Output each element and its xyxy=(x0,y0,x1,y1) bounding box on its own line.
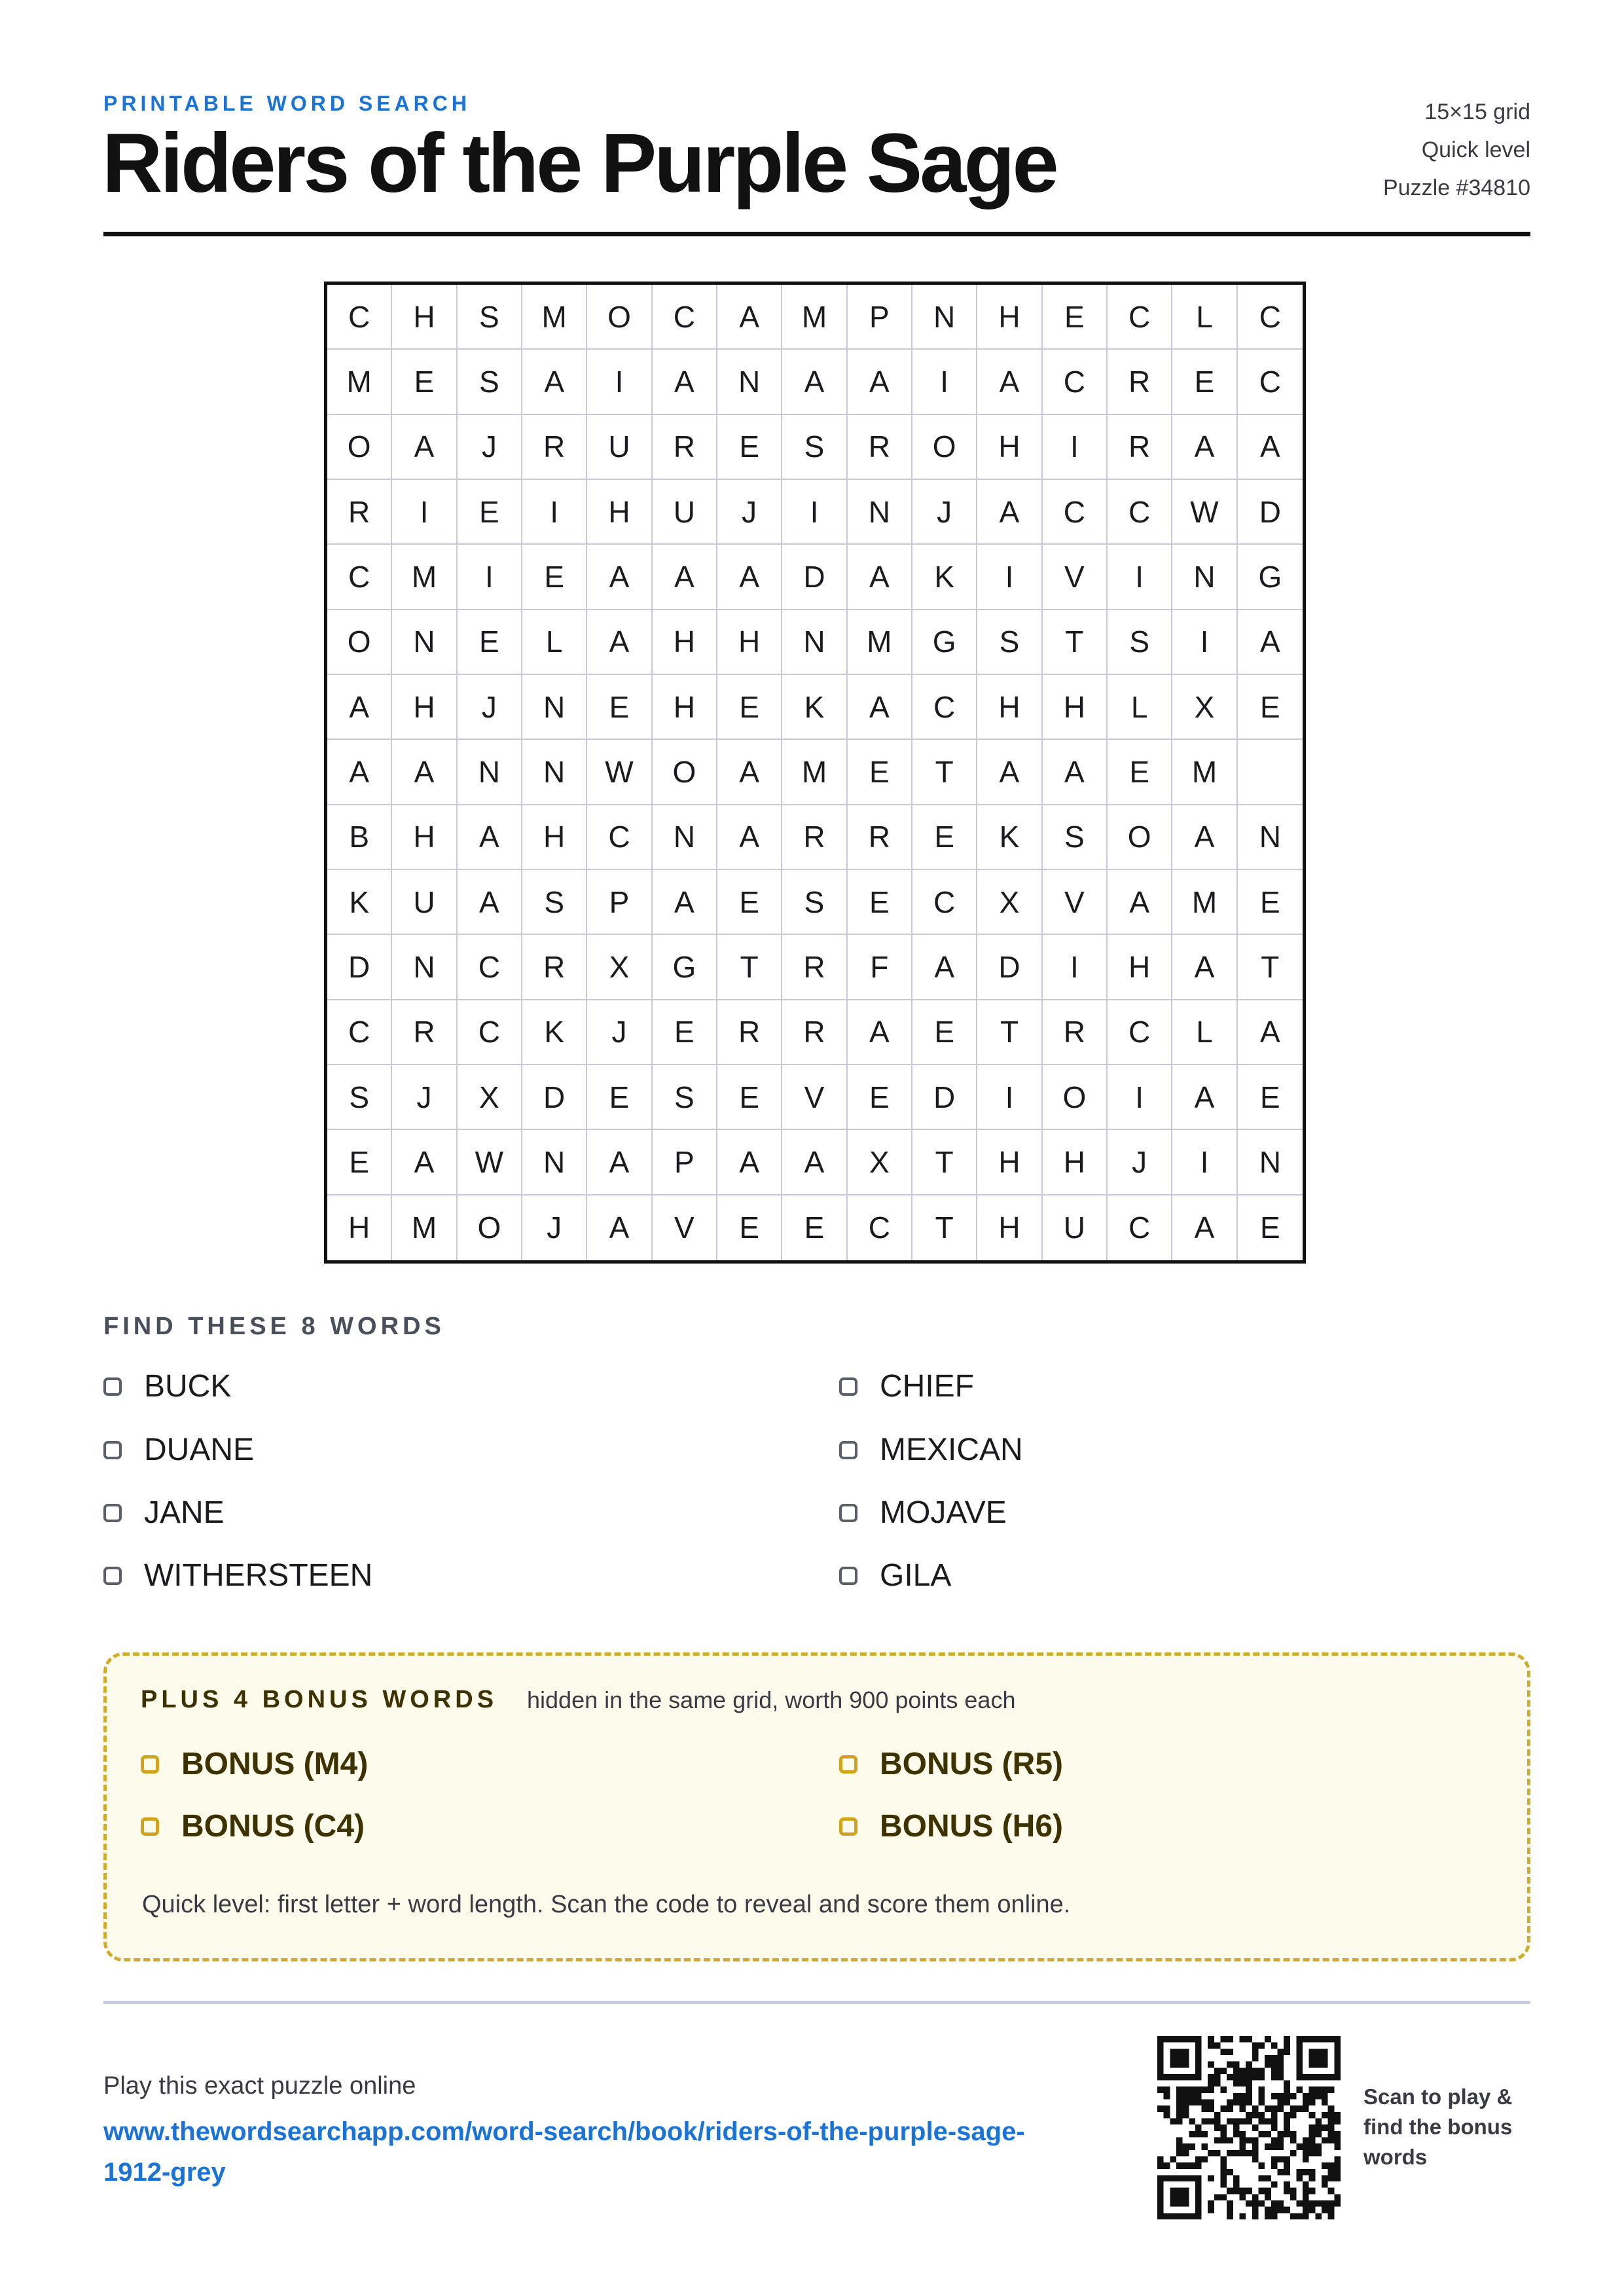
grid-cell[interactable]: A xyxy=(1172,415,1237,480)
grid-cell[interactable]: E xyxy=(587,1065,652,1130)
grid-cell[interactable]: N xyxy=(912,285,977,350)
grid-cell[interactable]: D xyxy=(977,935,1042,1000)
checkbox[interactable] xyxy=(839,1441,857,1459)
grid-cell[interactable]: A xyxy=(587,610,652,675)
word-item[interactable] xyxy=(103,1432,254,1468)
grid-cell[interactable]: M xyxy=(1172,870,1237,935)
word-item[interactable] xyxy=(839,1432,1023,1468)
word-label: CHIEF xyxy=(880,1369,974,1404)
grid-cell[interactable]: D xyxy=(522,1065,587,1130)
grid-cell[interactable]: N xyxy=(392,610,457,675)
grid-cell[interactable]: W xyxy=(1172,480,1237,545)
grid-cell[interactable]: W xyxy=(458,1130,522,1195)
grid-cell[interactable]: J xyxy=(458,675,522,740)
grid-cell[interactable]: E xyxy=(848,740,912,805)
grid-cell[interactable]: H xyxy=(522,805,587,870)
grid-cell[interactable]: G xyxy=(912,610,977,675)
grid-cell[interactable]: A xyxy=(587,1195,652,1260)
grid-cell[interactable]: X xyxy=(977,870,1042,935)
grid-cell[interactable]: E xyxy=(653,1000,717,1065)
grid-cell[interactable]: C xyxy=(912,675,977,740)
letter-grid xyxy=(324,282,1306,1264)
grid-cell[interactable]: E xyxy=(327,1130,392,1195)
grid-cell[interactable]: A xyxy=(848,675,912,740)
grid-cell[interactable]: S xyxy=(458,285,522,350)
grid-cell[interactable]: U xyxy=(392,870,457,935)
grid-cell[interactable]: I xyxy=(912,350,977,414)
word-item[interactable] xyxy=(839,1368,974,1404)
grid-cell[interactable]: H xyxy=(653,675,717,740)
grid-cell[interactable]: E xyxy=(1238,675,1303,740)
grid-cell[interactable]: H xyxy=(977,1195,1042,1260)
grid-cell[interactable]: R xyxy=(782,1000,847,1065)
grid-cell[interactable]: A xyxy=(782,1130,847,1195)
grid-cell[interactable]: A xyxy=(587,1130,652,1195)
grid-cell[interactable]: M xyxy=(782,740,847,805)
grid-cell[interactable]: H xyxy=(653,610,717,675)
grid-cell[interactable]: A xyxy=(458,870,522,935)
bonus-word-item[interactable] xyxy=(141,1808,365,1844)
grid-cell[interactable]: E xyxy=(522,545,587,610)
grid-cell[interactable]: I xyxy=(782,480,847,545)
grid-cell[interactable]: A xyxy=(1043,740,1108,805)
grid-cell[interactable]: A xyxy=(1238,1000,1303,1065)
grid-cell[interactable]: J xyxy=(587,1000,652,1065)
grid-cell[interactable]: S xyxy=(1043,805,1108,870)
grid-cell[interactable]: R xyxy=(522,935,587,1000)
grid-cell[interactable] xyxy=(1238,740,1303,805)
grid-cell[interactable]: A xyxy=(392,1130,457,1195)
word-list-heading: FIND THESE 8 WORDS xyxy=(103,1313,445,1340)
checkbox[interactable] xyxy=(141,1755,159,1774)
grid-cell[interactable]: C xyxy=(653,285,717,350)
grid-cell[interactable]: I xyxy=(977,545,1042,610)
grid-cell[interactable]: A xyxy=(1172,805,1237,870)
grid-cell[interactable]: C xyxy=(327,1000,392,1065)
grid-cell[interactable]: H xyxy=(977,415,1042,480)
grid-cell[interactable]: C xyxy=(1238,350,1303,414)
grid-cell[interactable]: J xyxy=(392,1065,457,1130)
bonus-word-item[interactable] xyxy=(839,1808,1063,1844)
grid-cell[interactable]: A xyxy=(653,350,717,414)
grid-cell[interactable]: A xyxy=(977,740,1042,805)
grid-cell[interactable]: E xyxy=(392,350,457,414)
grid-cell[interactable]: E xyxy=(848,1065,912,1130)
grid-cell[interactable]: I xyxy=(392,480,457,545)
grid-cell[interactable]: H xyxy=(327,1195,392,1260)
grid-cell[interactable]: S xyxy=(782,415,847,480)
grid-cell[interactable]: C xyxy=(1108,1000,1172,1065)
grid-cell[interactable]: I xyxy=(1043,935,1108,1000)
grid-cell[interactable]: N xyxy=(522,675,587,740)
grid-cell[interactable]: H xyxy=(977,285,1042,350)
grid-cell[interactable]: P xyxy=(848,285,912,350)
grid-cell[interactable]: A xyxy=(977,480,1042,545)
grid-cell[interactable]: I xyxy=(522,480,587,545)
grid-cell[interactable]: S xyxy=(458,350,522,414)
grid-cell[interactable]: E xyxy=(717,870,782,935)
grid-cell[interactable]: J xyxy=(458,415,522,480)
grid-cell[interactable]: I xyxy=(1172,1130,1237,1195)
grid-cell[interactable]: X xyxy=(587,935,652,1000)
bonus-word-item[interactable] xyxy=(141,1746,368,1782)
grid-cell[interactable]: N xyxy=(717,350,782,414)
grid-cell[interactable]: N xyxy=(1238,805,1303,870)
grid-cell[interactable]: N xyxy=(782,610,847,675)
grid-cell[interactable]: I xyxy=(1108,1065,1172,1130)
grid-cell[interactable]: C xyxy=(1043,350,1108,414)
grid-cell[interactable]: A xyxy=(717,1130,782,1195)
word-item[interactable] xyxy=(839,1495,1007,1531)
qr-code-icon[interactable] xyxy=(1157,2036,1341,2219)
grid-cell[interactable]: C xyxy=(1238,285,1303,350)
grid-cell[interactable]: E xyxy=(458,610,522,675)
grid-cell[interactable]: M xyxy=(1172,740,1237,805)
grid-cell[interactable]: H xyxy=(392,805,457,870)
grid-cell[interactable]: R xyxy=(848,415,912,480)
grid-cell[interactable]: N xyxy=(653,805,717,870)
grid-cell[interactable]: O xyxy=(327,415,392,480)
grid-cell[interactable]: B xyxy=(327,805,392,870)
grid-cell[interactable]: A xyxy=(587,545,652,610)
grid-cell[interactable]: L xyxy=(1108,675,1172,740)
grid-cell[interactable]: P xyxy=(653,1130,717,1195)
grid-cell[interactable]: G xyxy=(1238,545,1303,610)
level-label: Quick level xyxy=(1421,137,1530,162)
grid-cell[interactable]: U xyxy=(653,480,717,545)
grid-cell[interactable]: A xyxy=(1172,935,1237,1000)
word-item[interactable] xyxy=(103,1558,372,1594)
grid-cell[interactable]: C xyxy=(1043,480,1108,545)
puzzle-url-link[interactable]: www.thewordsearchapp.com/word-search/book/riders-of-the-purple-sage-1912-grey xyxy=(103,2117,1025,2187)
grid-cell[interactable]: A xyxy=(392,415,457,480)
grid-cell[interactable]: R xyxy=(1108,350,1172,414)
grid-cell[interactable]: E xyxy=(1043,285,1108,350)
grid-cell[interactable]: A xyxy=(653,545,717,610)
grid-cell[interactable]: T xyxy=(912,740,977,805)
grid-cell[interactable]: G xyxy=(653,935,717,1000)
grid-cell[interactable]: H xyxy=(587,480,652,545)
grid-cell[interactable]: H xyxy=(1043,675,1108,740)
checkbox[interactable] xyxy=(103,1504,122,1522)
grid-cell[interactable]: T xyxy=(1043,610,1108,675)
checkbox[interactable] xyxy=(103,1567,122,1585)
grid-cell[interactable]: M xyxy=(392,1195,457,1260)
header-divider xyxy=(103,232,1530,236)
word-item[interactable] xyxy=(103,1495,225,1531)
grid-cell[interactable]: N xyxy=(522,1130,587,1195)
grid-cell[interactable]: A xyxy=(1172,1195,1237,1260)
grid-cell[interactable]: R xyxy=(522,415,587,480)
grid-cell[interactable]: A xyxy=(1108,870,1172,935)
bonus-subtitle: hidden in the same grid, worth 900 points each xyxy=(527,1686,1016,1713)
grid-cell[interactable]: C xyxy=(912,870,977,935)
grid-cell[interactable]: A xyxy=(977,350,1042,414)
grid-cell[interactable]: V xyxy=(1043,870,1108,935)
grid-cell[interactable]: S xyxy=(782,870,847,935)
grid-cell[interactable]: C xyxy=(1108,1195,1172,1260)
grid-cell[interactable]: E xyxy=(1259,1211,1280,1245)
grid-cell[interactable]: O xyxy=(1108,805,1172,870)
grid-cell[interactable]: N xyxy=(458,740,522,805)
word-item[interactable] xyxy=(103,1368,231,1404)
puzzle-number: Puzzle #34810 xyxy=(1383,175,1530,200)
grid-cell[interactable]: C xyxy=(327,285,392,350)
grid-cell[interactable]: A xyxy=(717,805,782,870)
checkbox[interactable] xyxy=(839,1755,857,1774)
word-label: WITHERSTEEN xyxy=(144,1558,373,1593)
grid-cell[interactable]: O xyxy=(912,415,977,480)
checkbox[interactable] xyxy=(103,1441,122,1459)
grid-cell[interactable]: A xyxy=(717,285,782,350)
grid-cell[interactable]: E xyxy=(717,415,782,480)
grid-cell[interactable]: M xyxy=(782,285,847,350)
grid-cell[interactable]: T xyxy=(717,935,782,1000)
grid-cell[interactable]: C xyxy=(848,1195,912,1260)
grid-cell[interactable]: D xyxy=(327,935,392,1000)
grid-cell[interactable]: E xyxy=(717,1065,782,1130)
grid-cell[interactable]: C xyxy=(587,805,652,870)
checkbox[interactable] xyxy=(103,1377,122,1396)
word-label: MEXICAN xyxy=(880,1432,1023,1467)
play-online-label: Play this exact puzzle online xyxy=(103,2072,416,2100)
grid-cell[interactable]: H xyxy=(392,285,457,350)
grid-cell[interactable]: L xyxy=(522,610,587,675)
checkbox[interactable] xyxy=(839,1817,857,1836)
grid-cell[interactable]: K xyxy=(977,805,1042,870)
grid-cell[interactable]: O xyxy=(327,610,392,675)
grid-cell[interactable]: E xyxy=(717,675,782,740)
word-label: BUCK xyxy=(144,1369,232,1404)
grid-cell[interactable]: A xyxy=(912,935,977,1000)
grid-cell[interactable]: T xyxy=(912,1195,977,1260)
checkbox[interactable] xyxy=(839,1504,857,1522)
grid-cell[interactable]: A xyxy=(848,545,912,610)
grid-cell[interactable]: E xyxy=(1172,350,1237,414)
word-item[interactable] xyxy=(839,1558,951,1594)
grid-cell[interactable]: I xyxy=(458,545,522,610)
grid-cell[interactable]: M xyxy=(848,610,912,675)
grid-cell[interactable]: H xyxy=(977,1130,1042,1195)
puzzle-meta xyxy=(1383,93,1530,207)
grid-cell[interactable]: R xyxy=(653,415,717,480)
grid-cell[interactable]: R xyxy=(848,805,912,870)
grid-cell[interactable]: A xyxy=(653,870,717,935)
grid-cell[interactable]: A xyxy=(327,675,392,740)
grid-cell[interactable]: T xyxy=(1238,935,1303,1000)
grid-cell[interactable]: O xyxy=(653,740,717,805)
grid-cell[interactable]: A xyxy=(392,740,457,805)
grid-cell[interactable]: S xyxy=(977,610,1042,675)
grid-cell[interactable]: A xyxy=(717,545,782,610)
grid-cell[interactable]: A xyxy=(848,350,912,414)
grid-cell[interactable]: R xyxy=(782,805,847,870)
grid-cell[interactable]: H xyxy=(1043,1130,1108,1195)
grid-cell[interactable]: S xyxy=(327,1065,392,1130)
grid-cell[interactable]: U xyxy=(1043,1195,1108,1260)
grid-cell[interactable]: I xyxy=(1172,610,1237,675)
grid-cell[interactable]: J xyxy=(717,480,782,545)
grid-cell[interactable]: C xyxy=(458,935,522,1000)
grid-cell[interactable]: R xyxy=(327,480,392,545)
grid-cell[interactable]: F xyxy=(848,935,912,1000)
grid-cell[interactable]: A xyxy=(848,1000,912,1065)
grid-cell[interactable]: K xyxy=(522,1000,587,1065)
grid-cell[interactable]: I xyxy=(587,350,652,414)
word-label: JANE xyxy=(144,1495,225,1530)
grid-cell[interactable]: N xyxy=(1172,545,1237,610)
grid-cell[interactable]: A xyxy=(522,350,587,414)
grid-cell[interactable]: J xyxy=(522,1195,587,1260)
grid-cell[interactable]: V xyxy=(1043,545,1108,610)
word-label: GILA xyxy=(880,1558,952,1593)
grid-cell[interactable]: O xyxy=(1043,1065,1108,1130)
grid-cell[interactable]: C xyxy=(458,1000,522,1065)
grid-cell[interactable]: K xyxy=(912,545,977,610)
grid-cell[interactable]: M xyxy=(392,545,457,610)
grid-cell[interactable]: N xyxy=(1238,1130,1303,1195)
grid-cell[interactable]: R xyxy=(392,1000,457,1065)
word-label: DUANE xyxy=(144,1432,255,1467)
grid-cell[interactable]: X xyxy=(1172,675,1237,740)
bonus-word-label: BONUS (R5) xyxy=(880,1747,1064,1781)
grid-cell[interactable]: M xyxy=(327,350,392,414)
grid-cell[interactable]: X xyxy=(848,1130,912,1195)
grid-cell[interactable]: H xyxy=(1108,935,1172,1000)
grid-cell[interactable]: E xyxy=(717,1195,782,1260)
grid-cell[interactable]: D xyxy=(1238,480,1303,545)
page-kicker: PRINTABLE WORD SEARCH xyxy=(103,92,471,115)
grid-cell[interactable]: N xyxy=(392,935,457,1000)
grid-cell[interactable]: V xyxy=(653,1195,717,1260)
grid-cell[interactable]: N xyxy=(848,480,912,545)
grid-cell[interactable]: A xyxy=(782,350,847,414)
grid-cell[interactable]: A xyxy=(1172,1065,1237,1130)
grid-cell[interactable]: K xyxy=(782,675,847,740)
grid-size-label: 15×15 grid xyxy=(1424,100,1530,124)
grid-cell[interactable]: T xyxy=(912,1130,977,1195)
footer-divider xyxy=(103,2001,1530,2004)
qr-caption: Scan to play & find the bonus words xyxy=(1363,2085,1513,2169)
grid-cell[interactable]: C xyxy=(1108,285,1172,350)
grid-cell[interactable]: O xyxy=(458,1195,522,1260)
word-label: MOJAVE xyxy=(880,1495,1007,1530)
grid-cell[interactable]: P xyxy=(587,870,652,935)
grid-cell[interactable]: C xyxy=(327,545,392,610)
grid-cell[interactable]: E xyxy=(458,480,522,545)
grid-cell[interactable]: U xyxy=(587,415,652,480)
grid-cell[interactable]: A xyxy=(717,740,782,805)
grid-cell[interactable]: K xyxy=(327,870,392,935)
grid-cell[interactable]: S xyxy=(1108,610,1172,675)
grid-cell[interactable]: E xyxy=(1238,1065,1303,1130)
grid-cell[interactable]: R xyxy=(782,935,847,1000)
grid-cell[interactable]: C xyxy=(1108,480,1172,545)
grid-cell[interactable]: L xyxy=(1172,1000,1237,1065)
grid-cell[interactable]: E xyxy=(587,675,652,740)
grid-cell[interactable]: I xyxy=(1108,545,1172,610)
grid-cell[interactable]: D xyxy=(782,545,847,610)
checkbox[interactable] xyxy=(839,1377,857,1396)
grid-cell[interactable]: R xyxy=(1043,1000,1108,1065)
grid-cell[interactable]: R xyxy=(717,1000,782,1065)
grid-cell[interactable]: A xyxy=(327,740,392,805)
grid-cell[interactable]: N xyxy=(522,740,587,805)
grid-cell[interactable]: D xyxy=(912,1065,977,1130)
grid-cell[interactable]: H xyxy=(717,610,782,675)
grid-cell[interactable]: E xyxy=(912,805,977,870)
grid-cell[interactable]: I xyxy=(977,1065,1042,1130)
bonus-word-label: BONUS (C4) xyxy=(181,1809,365,1844)
grid-cell[interactable]: V xyxy=(782,1065,847,1130)
grid-cell[interactable]: W xyxy=(587,740,652,805)
grid-cell[interactable]: E xyxy=(1238,870,1303,935)
grid-cell[interactable]: A xyxy=(458,805,522,870)
grid-cell[interactable]: S xyxy=(653,1065,717,1130)
checkbox[interactable] xyxy=(839,1567,857,1585)
grid-cell[interactable]: H xyxy=(392,675,457,740)
grid-cell[interactable]: J xyxy=(912,480,977,545)
page-title: Riders of the Purple Sage xyxy=(102,117,1056,210)
grid-cell[interactable]: E xyxy=(912,1000,977,1065)
grid-cell[interactable]: X xyxy=(458,1065,522,1130)
grid-cell[interactable]: A xyxy=(1238,415,1303,480)
bonus-title: PLUS 4 BONUS WORDS xyxy=(141,1686,498,1713)
bonus-note: Quick level: first letter + word length. Scan the code to reveal and score them online. xyxy=(142,1891,1071,1918)
grid-cell[interactable]: T xyxy=(977,1000,1042,1065)
bonus-word-label: BONUS (H6) xyxy=(880,1809,1064,1844)
grid-cell[interactable]: I xyxy=(1043,415,1108,480)
grid-cell[interactable]: L xyxy=(1172,285,1237,350)
bonus-word-label: BONUS (M4) xyxy=(181,1747,369,1781)
grid-cell[interactable]: H xyxy=(977,675,1042,740)
grid-cell[interactable]: E xyxy=(782,1195,847,1260)
grid-cell[interactable]: E xyxy=(1108,740,1172,805)
grid-cell[interactable]: E xyxy=(848,870,912,935)
grid-cell[interactable]: O xyxy=(587,285,652,350)
grid-cell[interactable]: S xyxy=(522,870,587,935)
bonus-word-item[interactable] xyxy=(839,1746,1063,1782)
checkbox[interactable] xyxy=(141,1817,159,1836)
grid-cell[interactable]: M xyxy=(522,285,587,350)
grid-cell[interactable]: A xyxy=(1238,610,1303,675)
grid-cell[interactable]: R xyxy=(1108,415,1172,480)
grid-cell[interactable]: J xyxy=(1108,1130,1172,1195)
